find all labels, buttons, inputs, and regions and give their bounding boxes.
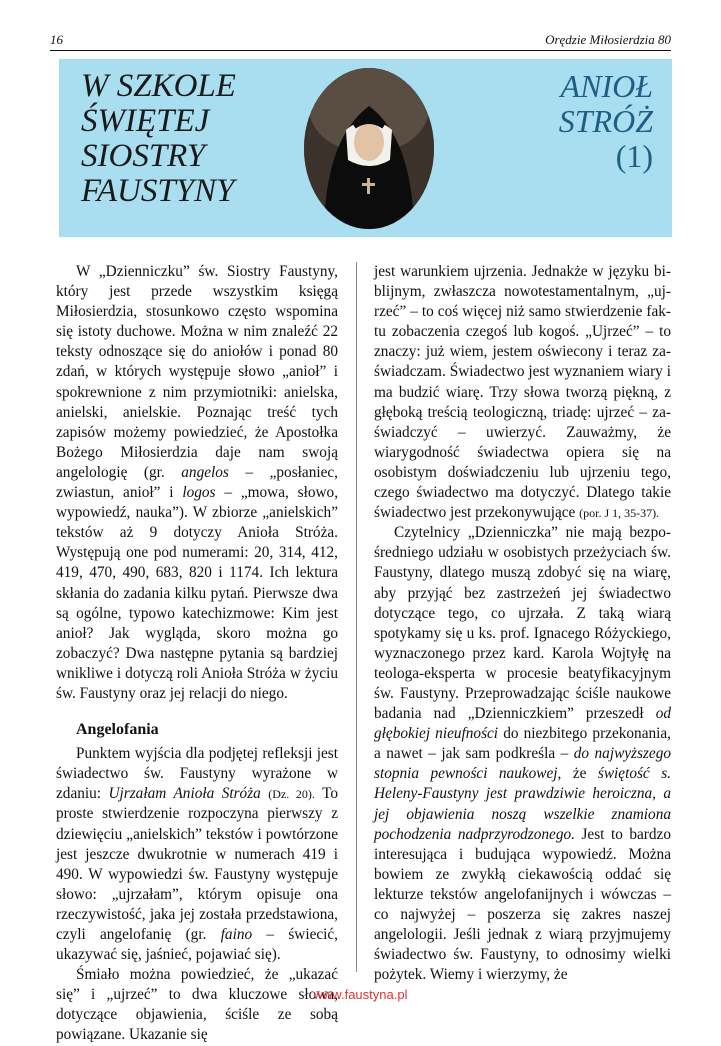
title-banner xyxy=(59,59,672,237)
portrait-image xyxy=(304,68,434,229)
paragraph: Punktem wyjścia dla podjętej refleksji jest świadectwo św. Faustyny wyrażone w zdaniu: Ujrzałam Anioła Stróża (Dz. 20). To proste stwierdzenie rozpoczyna pierwszy z dziewięciu „anielskich” tekstów i powtórzone jest jeszcze dwukrotnie w numerach 419 i 490. W wypowiedzi św. Faustyny występuje słowo: „ujrzałam”, którym opisuje ona rzeczywistość, jaka jej została przedstawiona, czyli angelofanię (gr. faino – świecić, ukazywać się, jaśnieć, pojawiać się). xyxy=(56,745,339,964)
series-title: W SZKOLE ŚWIĘTEJ SIOSTRY FAUSTYNY xyxy=(81,68,236,209)
running-header xyxy=(50,30,671,51)
article-title-line-1: ANIOŁ xyxy=(560,68,653,104)
page-number: 16 xyxy=(50,32,63,47)
article-title xyxy=(559,69,653,174)
column-divider xyxy=(356,262,357,972)
section-heading: Angelofania xyxy=(76,721,159,739)
right-column xyxy=(374,262,671,985)
paragraph: Czytelnicy „Dzienniczka” nie mają bezpośredniego udziału w osobistych przeżyciach św. Faustyny, dlatego muszą zdobyć się na wiarę, aby przyjąć bez zastrzeżeń jej świadectwo dotyczące tego, co ujrzała. Z taką wiarą spotykamy się u ks. prof. Ignacego Różyckiego, wyznaczonego przez kard. Karola Wojtyłę na teologa-eksperta w procesie beatyfikacyjnym św. Faustyny. Przeprowadzając ściśle naukowe badania nad „Dzienniczkiem” przeszedł od głębokiej nieufności do niezbitego przekonania, a nawet – jak sam podkreśla – do najwyższego stopnia pewności naukowej, że świętość s. Heleny-Faustyny jest prawdziwie heroiczna, a jej objawienia noszą wszelkie znamiona pochodzenia nadprzyrodzonego. Jest to bardzo interesująca i budująca wypowiedź. Można bowiem ze zwykłą ciekawością oddać się lekturze tekstów angelofanijnych i wówczas – co najwyżej – poszerza się zakres naszej angelologii. Jeśli jednak z wiarą przyjmujemy świadectwo św. Faustyny, to odnosimy wielki pożytek. Wiemy i wierzymy, że xyxy=(374,524,672,984)
paragraph: W „Dzienniczku” św. Siostry Faustyny, który jest przede wszystkim księgą Miłosierdzia, stosunkowo często wspomina się istoty duchowe. Można w nim znaleźć 22 teksty odnoszące się do aniołów i ponad 80 zdań, w których występuje słowo „anioł” i spokrewnione z nim przymiotniki: anielska, anielski, anielskie. Poznając treść tych zapisów możemy powiedzieć, że Apostołka Bożego Miłosierdzia daje nam swoją angelologię (gr. angelos – „posłaniec, zwiastun, anioł” i logos – „mowa, słowo, wypowiedź, nauka”). W zbiorze „anielskich” tekstów aż 9 dotyczy Anioła Stróża. Występują one pod numerami: 20, 314, 412, 419, 470, 490, 683, 820 i 1174. Ich lektura skłania do zadania kilku pytań. Pierwsze dwa są ogólne, typowo katechizmowe: Kim jest anioł? Jak wygląda, skoro można go zobaczyć? Dwa następne pytania są bardziej wnikliwe i dotyczą roli Anioła Stróża w życiu św. Faustyny oraz jej relacji do niego. xyxy=(56,263,339,702)
part-number: (1) xyxy=(615,138,653,174)
footer-url[interactable]: www.faustyna.pl xyxy=(313,987,408,1002)
journal-title: Orędzie Miłosierdzia 80 xyxy=(545,32,671,47)
article-title-line-2: STRÓŻ xyxy=(558,103,653,139)
paragraph: Śmiało można powiedzieć, że „ukazać się” i „ujrzeć” to dwa kluczowe słowa, dotyczące objawienia, ściśle ze sobą powiązane. Ukazanie się xyxy=(56,966,338,1044)
left-column xyxy=(56,262,338,1046)
nun-portrait-illustration xyxy=(304,68,434,229)
paragraph: jest warunkiem ujrzenia. Jednakże w języku biblijnym, zwłaszcza nowotestamentalnym, „ujrzeć” – to coś więcej niż samo stwierdzenie faktu zobaczenia czegoś lub kogoś. „Ujrzeć” – to znaczy: już wiem, jestem oświecony i teraz zaświadczam. Świadectwo jest wyznaniem wiary i ma budzić wiarę. Trzy słowa tworzą piękną, z głęboką treścią teologiczną, triadę: ujrzeć – zaświadczyć – uwierzyć. Zauważmy, że wiarygodność świadectwa opiera się na osobistym doświadczeniu lub ujrzeniu tego, czego świadectwo ma dotyczyć. Dlatego takie świadectwo jest przekonywujące (por. J 1, 35-37). xyxy=(374,263,671,522)
